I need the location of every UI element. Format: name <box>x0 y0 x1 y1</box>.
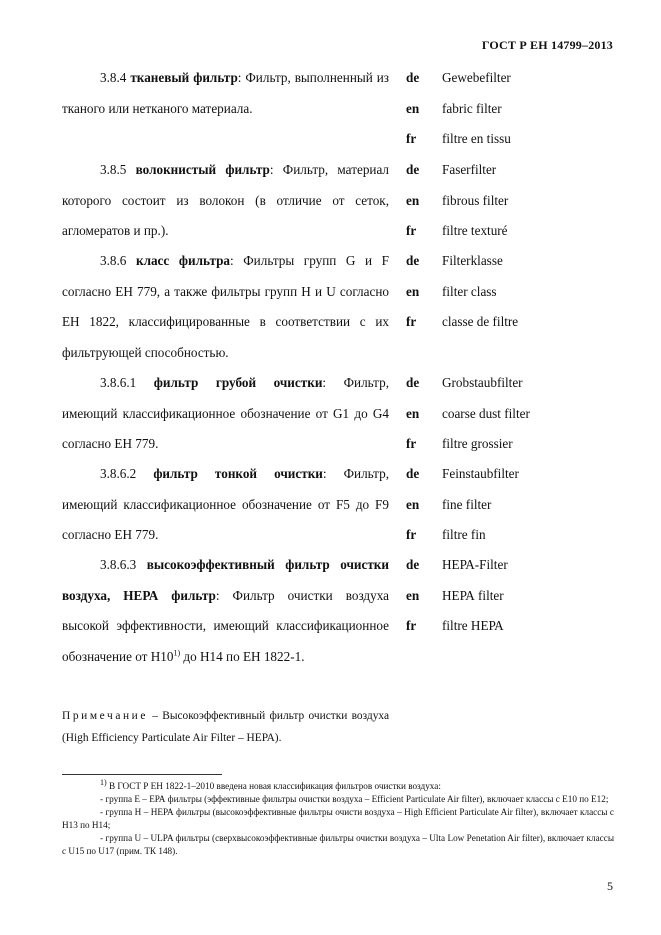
lang-code-de: de <box>406 253 420 268</box>
lang-code-fr: fr <box>406 527 417 542</box>
entry-number: 3.8.6.2 <box>100 466 137 481</box>
lang-code-fr: fr <box>406 314 417 329</box>
page-number: 5 <box>607 879 613 893</box>
lang-code-en: en <box>406 405 420 421</box>
lang-code-de: de <box>406 375 420 390</box>
translation-en: fabric filter <box>442 100 502 116</box>
term-definition: : Фильтр, выполненный из тканого или нетканого материала. <box>62 70 390 116</box>
lang-code-de: de <box>406 466 420 481</box>
lang-code-de: de <box>406 162 420 177</box>
translation-fr: filtre grossier <box>442 436 513 451</box>
term-definition: : Фильтры групп G и F согласно ЕН 779, а также фильтры групп Н и U согласно ЕН 1822, классифицированные в соответствии с их фильтрующей способностью. <box>62 253 389 360</box>
lang-code-en: en <box>406 283 420 299</box>
note-label: Примечание <box>62 710 149 722</box>
term-name: тканевый фильтр <box>130 70 238 85</box>
term-definition: : Фильтр, материал которого состоит из волокон (в отличие от сеток, агломератов и пр.). <box>62 162 390 238</box>
footnote-item-h: - группа Н – НЕРА фильтры (высокоэффективные фильтры очисти воздуха – High Efficient Particulate Air filter), включает классы с Н13 по Н14; <box>62 807 614 830</box>
term-definition: : Фильтр, имеющий классификационное обозначение от G1 до G4 согласно ЕН 779. <box>62 375 389 451</box>
translation-en: НЕРА filter <box>442 587 504 603</box>
translation-de: Gewebefilter <box>442 70 511 85</box>
term-entry-3-8-6-1 <box>62 368 389 460</box>
translations-3-8-6-2 <box>406 459 519 551</box>
translation-en: fibrous filter <box>442 192 509 208</box>
footnote-mark: 1) <box>100 777 107 787</box>
lang-code-fr: fr <box>406 223 417 238</box>
translation-fr: filtre en tissu <box>442 131 511 146</box>
translation-de: Grobstaubfilter <box>442 375 523 390</box>
translation-en: coarse dust filter <box>442 405 530 421</box>
translation-fr: filtre texturé <box>442 223 508 238</box>
entry-number: 3.8.6.3 <box>100 557 137 572</box>
term-name: фильтр грубой очистки <box>153 375 323 390</box>
footnote-item-e: - группа Е – ЕРА фильтры (эффективные фильтры очистки воздуха – Efficient Particulate Air filter), включает классы с Е10 по Е12; <box>100 794 609 804</box>
note-text: – Высокоэффективный фильтр очистки воздуха (High Efficiency Particulate Air Filter – НЕРА). <box>62 710 389 744</box>
lang-code-en: en <box>406 496 420 512</box>
entry-number: 3.8.6 <box>100 253 127 268</box>
term-definition-end: до Н14 по ЕН 1822-1. <box>180 648 305 664</box>
lang-code-de: de <box>406 70 420 85</box>
term-name: класс фильтра <box>135 253 231 268</box>
translations-3-8-5 <box>406 155 508 247</box>
translation-de: Faserfilter <box>442 162 497 177</box>
translation-fr: filtre НЕРА <box>442 618 504 633</box>
footnote-intro: В ГОСТ Р ЕН 1822-1–2010 введена новая классификация фильтров очистки воздуха: <box>106 781 441 791</box>
translations-3-8-6-1 <box>406 368 530 460</box>
lang-code-en: en <box>406 587 420 603</box>
term-entry-3-8-4 <box>62 63 389 124</box>
footnote-divider <box>62 774 222 775</box>
term-name: волокнистый фильтр <box>135 162 270 177</box>
note <box>62 705 389 749</box>
translation-de: НЕРА-Filter <box>442 557 508 572</box>
footnote-reference: 1) <box>173 648 181 658</box>
translation-en: fine filter <box>442 496 492 512</box>
translation-de: Feinstaubfilter <box>442 466 519 481</box>
lang-code-en: en <box>406 192 420 208</box>
translations-3-8-4 <box>406 63 511 155</box>
translations-3-8-6 <box>406 246 518 338</box>
term-name: фильтр тонкой очистки <box>153 466 323 481</box>
term-name: высокоэффективный фильтр очистки воздуха, НЕРА фильтр <box>62 557 390 603</box>
term-entry-3-8-5 <box>62 155 389 247</box>
lang-code-fr: fr <box>406 436 417 451</box>
translation-en: filter class <box>442 283 497 299</box>
translations-3-8-6-3 <box>406 550 508 642</box>
document-header: ГОСТ Р ЕН 14799–2013 <box>481 38 613 52</box>
footnote <box>62 777 614 858</box>
entry-number: 3.8.6.1 <box>100 375 137 390</box>
lang-code-fr: fr <box>406 618 417 633</box>
term-definition: : Фильтр очистки воздуха высокой эффективности, имеющий классификационное обозначение от Н10 <box>62 587 389 664</box>
footnote-item-u: - группа U – ULPA фильтры (сверхвысокоэффективные фильтры очистки воздуха – Ulta Low Penetation Air filter), включает классы с U15 по U17 (прим. ТК 148). <box>62 833 614 856</box>
entry-number: 3.8.5 <box>100 162 127 177</box>
translation-fr: filtre fin <box>442 527 486 542</box>
lang-code-en: en <box>406 100 420 116</box>
entry-number: 3.8.4 <box>100 70 127 85</box>
term-entry-3-8-6-3 <box>62 550 389 672</box>
term-entry-3-8-6 <box>62 246 389 368</box>
term-definition: : Фильтр, имеющий классификационное обозначение от F5 до F9 согласно ЕН 779. <box>62 466 389 542</box>
term-entry-3-8-6-2 <box>62 459 389 551</box>
lang-code-fr: fr <box>406 131 417 146</box>
translation-de: Filterklasse <box>442 253 503 268</box>
lang-code-de: de <box>406 557 420 572</box>
translation-fr: classe de filtre <box>442 314 519 329</box>
